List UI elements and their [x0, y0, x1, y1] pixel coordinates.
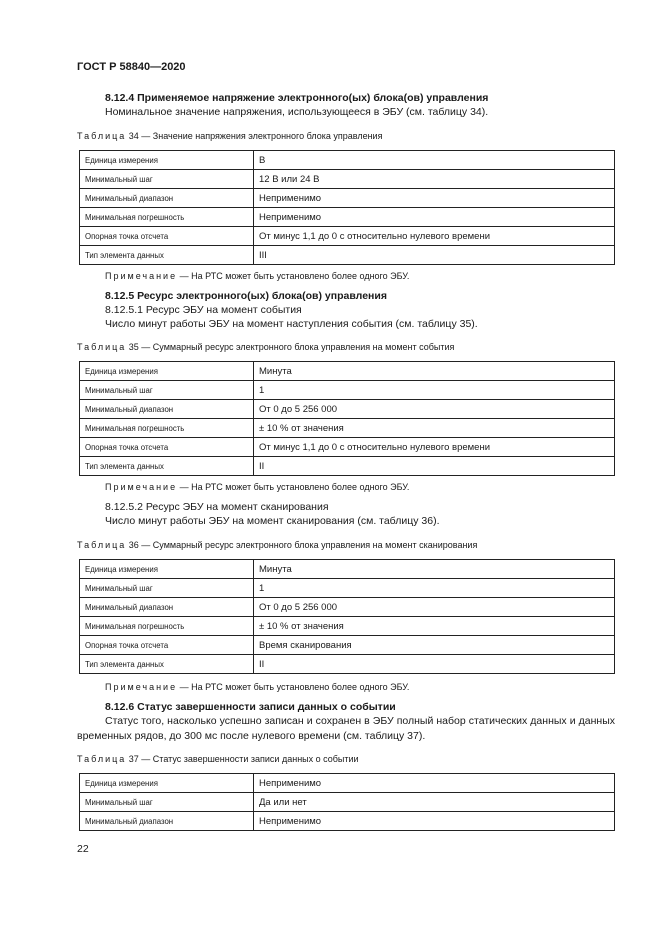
- table-row: [80, 246, 615, 265]
- parameter-cell: Тип элемента данных: [80, 457, 254, 476]
- data-table: [79, 559, 615, 674]
- table-row: [80, 579, 615, 598]
- table-caption: [77, 540, 477, 550]
- note-label: Примечание: [105, 482, 178, 492]
- table-caption: [77, 131, 382, 141]
- parameter-cell: Опорная точка отсчета: [80, 438, 254, 457]
- caption-text: 36 — Суммарный ресурс электронного блока управления на момент сканирования: [126, 540, 478, 550]
- table-row: [80, 227, 615, 246]
- parameter-cell: Минимальная погрешность: [80, 208, 254, 227]
- table-row: [80, 208, 615, 227]
- subsection-heading: 8.12.5.1 Ресурс ЭБУ на момент события: [105, 304, 302, 316]
- table-row: [80, 400, 615, 419]
- value-cell: Минута: [254, 362, 615, 381]
- table-row: [80, 560, 615, 579]
- section-text: Число минут работы ЭБУ на момент сканирования (см. таблицу 36).: [105, 515, 440, 527]
- parameter-cell: Минимальный шаг: [80, 793, 254, 812]
- parameter-cell: Единица измерения: [80, 151, 254, 170]
- parameter-cell: Единица измерения: [80, 560, 254, 579]
- value-cell: Неприменимо: [254, 208, 615, 227]
- table-note: [105, 482, 409, 492]
- data-table: [79, 361, 615, 476]
- caption-prefix: Таблица: [77, 754, 127, 764]
- caption-text: 35 — Суммарный ресурс электронного блока управления на момент события: [126, 342, 455, 352]
- value-cell: 12 В или 24 В: [254, 170, 615, 189]
- table-row: [80, 598, 615, 617]
- subsection-heading: 8.12.5.2 Ресурс ЭБУ на момент сканирования: [105, 501, 329, 513]
- note-text: — На РТС может быть установлено более одного ЭБУ.: [177, 271, 410, 281]
- parameter-cell: Минимальная погрешность: [80, 617, 254, 636]
- note-text: — На РТС может быть установлено более одного ЭБУ.: [177, 682, 410, 692]
- section-text: Статус того, насколько успешно записан и сохранен в ЭБУ полный набор статических данных и данных временных рядов, до 300 мс после нулевого времени (см. таблицу 37).: [77, 715, 615, 742]
- note-label: Примечание: [105, 271, 178, 281]
- table-note: [105, 271, 409, 281]
- value-cell: Время сканирования: [254, 636, 615, 655]
- value-cell: Неприменимо: [254, 812, 615, 831]
- caption-prefix: Таблица: [77, 540, 127, 550]
- table-row: [80, 189, 615, 208]
- parameter-cell: Минимальный шаг: [80, 381, 254, 400]
- section-heading: 8.12.6 Статус завершенности записи данных о событии: [105, 701, 396, 713]
- table-row: [80, 655, 615, 674]
- table-note: [105, 682, 409, 692]
- note-label: Примечание: [105, 682, 178, 692]
- parameter-cell: Минимальный диапазон: [80, 189, 254, 208]
- parameter-cell: Минимальный диапазон: [80, 400, 254, 419]
- table-row: [80, 438, 615, 457]
- document-header: ГОСТ Р 58840—2020: [77, 61, 186, 73]
- page-number: 22: [77, 843, 89, 855]
- caption-prefix: Таблица: [77, 342, 127, 352]
- caption-text: 34 — Значение напряжения электронного блока управления: [126, 131, 383, 141]
- value-cell: ± 10 % от значения: [254, 617, 615, 636]
- table-caption: [77, 342, 454, 352]
- value-cell: Да или нет: [254, 793, 615, 812]
- note-text: — На РТС может быть установлено более одного ЭБУ.: [177, 482, 410, 492]
- value-cell: От 0 до 5 256 000: [254, 598, 615, 617]
- section-text: Номинальное значение напряжения, использующееся в ЭБУ (см. таблицу 34).: [105, 106, 489, 118]
- table-caption: [77, 754, 359, 764]
- value-cell: 1: [254, 579, 615, 598]
- parameter-cell: Опорная точка отсчета: [80, 636, 254, 655]
- table-row: [80, 170, 615, 189]
- table-row: [80, 812, 615, 831]
- table-row: [80, 151, 615, 170]
- value-cell: II: [254, 457, 615, 476]
- caption-text: 37 — Статус завершенности записи данных о событии: [126, 754, 359, 764]
- table-row: [80, 419, 615, 438]
- value-cell: II: [254, 655, 615, 674]
- table-row: [80, 457, 615, 476]
- table-row: [80, 617, 615, 636]
- value-cell: От минус 1,1 до 0 с относительно нулевого времени: [254, 438, 615, 457]
- parameter-cell: Минимальный шаг: [80, 579, 254, 598]
- value-cell: Неприменимо: [254, 774, 615, 793]
- parameter-cell: Тип элемента данных: [80, 246, 254, 265]
- data-table: [79, 150, 615, 265]
- value-cell: От минус 1,1 до 0 с относительно нулевого времени: [254, 227, 615, 246]
- section-heading: 8.12.5 Ресурс электронного(ых) блока(ов) управления: [105, 290, 387, 302]
- table-row: [80, 774, 615, 793]
- value-cell: 1: [254, 381, 615, 400]
- parameter-cell: Единица измерения: [80, 362, 254, 381]
- value-cell: Минута: [254, 560, 615, 579]
- value-cell: ± 10 % от значения: [254, 419, 615, 438]
- caption-prefix: Таблица: [77, 131, 127, 141]
- parameter-cell: Тип элемента данных: [80, 655, 254, 674]
- value-cell: От 0 до 5 256 000: [254, 400, 615, 419]
- parameter-cell: Единица измерения: [80, 774, 254, 793]
- table-row: [80, 793, 615, 812]
- value-cell: Неприменимо: [254, 189, 615, 208]
- table-row: [80, 636, 615, 655]
- parameter-cell: Минимальный диапазон: [80, 598, 254, 617]
- section-heading: 8.12.4 Применяемое напряжение электронного(ых) блока(ов) управления: [105, 92, 489, 104]
- section-text: Число минут работы ЭБУ на момент наступления события (см. таблицу 35).: [105, 318, 478, 330]
- data-table: [79, 773, 615, 831]
- table-row: [80, 381, 615, 400]
- table-row: [80, 362, 615, 381]
- value-cell: В: [254, 151, 615, 170]
- parameter-cell: Минимальный шаг: [80, 170, 254, 189]
- value-cell: III: [254, 246, 615, 265]
- parameter-cell: Минимальный диапазон: [80, 812, 254, 831]
- parameter-cell: Минимальная погрешность: [80, 419, 254, 438]
- parameter-cell: Опорная точка отсчета: [80, 227, 254, 246]
